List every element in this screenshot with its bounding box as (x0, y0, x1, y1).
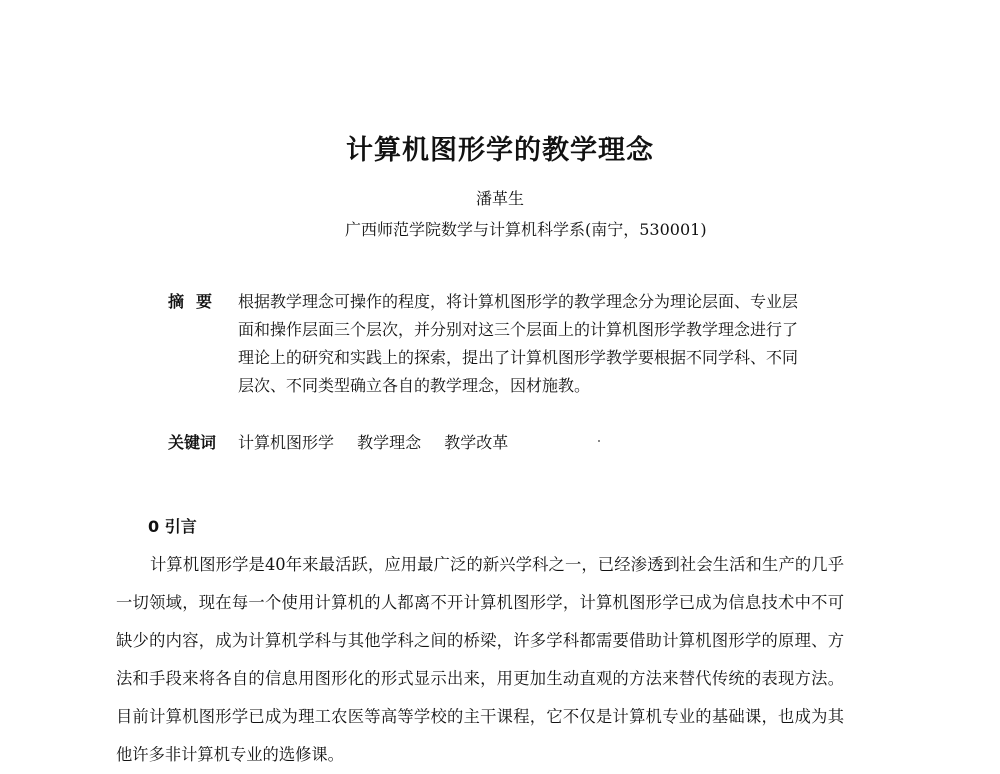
abstract-label: 摘要 (168, 292, 225, 311)
keywords-list (238, 430, 526, 453)
keyword-item: 计算机图形学 (238, 433, 335, 452)
paper-title: 计算机图形学的教学理念 (346, 135, 654, 166)
keywords-label: 关键词 (168, 433, 217, 452)
author-affiliation: 广西师范学院数学与计算机科学系(南宁，530001) (345, 220, 707, 239)
intro-paragraph: 计算机图形学是40年来最活跃，应用最广泛的新兴学科之一，已经渗透到社会生活和生产的几乎一切领域，现在每一个使用计算机的人都离不开计算机图形学，计算机图形学已成为信息技术中不可缺少的内容，成为计算机学科与其他学科之间的桥梁，许多学科都需要借助计算机图形学的原理、方法和手段来将各自的信息用图形化的形式显示出来，用更加生动直观的方法来替代传统的表现方法。目前计算机图形学已成为理工农医等高等学校的主干课程，它不仅是计算机专业的基础课，也成为其他许多非计算机专业的选修课。 (116, 555, 844, 764)
section-heading: 0 引言 (148, 517, 197, 536)
scan-speck (598, 440, 600, 442)
author-name: 潘革生 (475, 189, 524, 208)
abstract-text: 根据教学理念可操作的程度，将计算机图形学的教学理念分为理论层面、专业层面和操作层面三个层次，并分别对这三个层面上的计算机图形学教学理念进行了理论上的研究和实践上的探索，提出了计算机图形学教学要根据不同学科、不同层次、不同类型确立各自的教学理念，因材施教。 (238, 292, 799, 395)
keyword-item: 教学改革 (444, 433, 509, 452)
keyword-item: 教学理念 (357, 433, 422, 452)
